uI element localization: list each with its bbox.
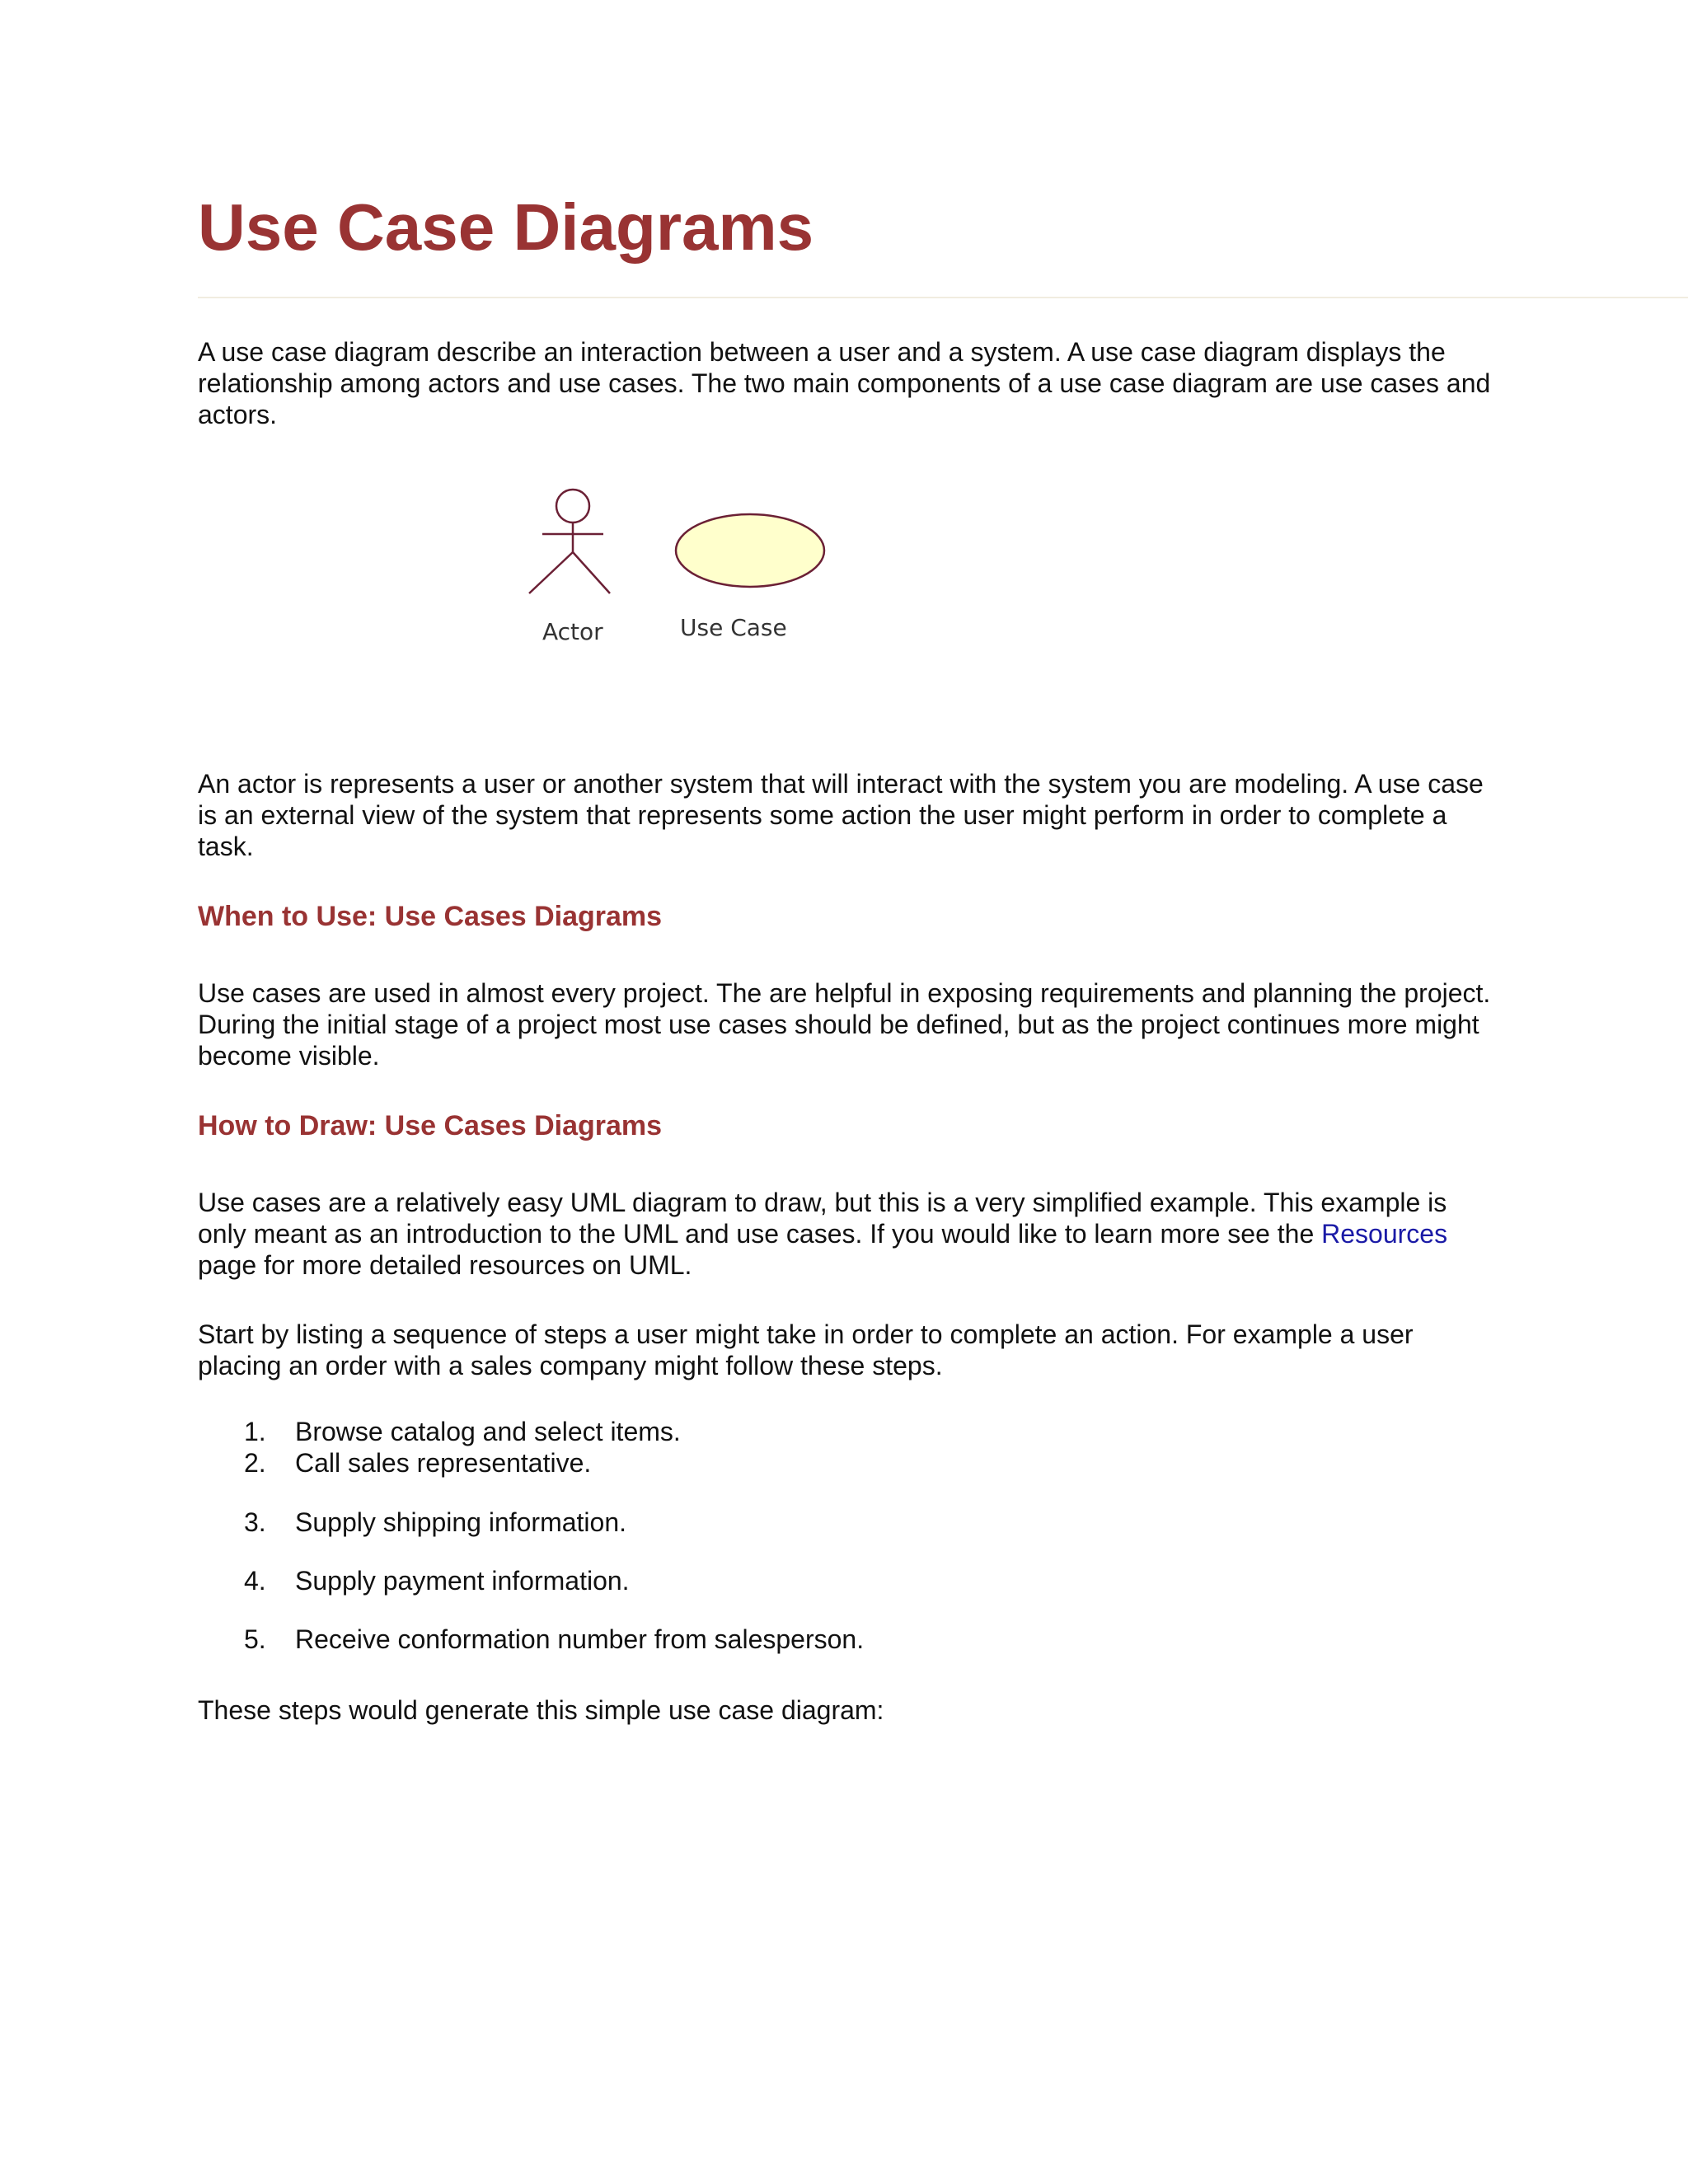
step-text: Supply payment information. [295,1566,630,1596]
intro-paragraph: A use case diagram describe an interaction between a user and a system. A use case diagram displays the relationship among actors and use cases. The two main components of a use case diagram are use cases and actors. [198,337,1491,429]
page-title: Use Case Diagrams [198,190,814,264]
when-to-use-paragraph: Use cases are used in almost every project. The are helpful in exposing requirements and planning the project. During the initial stage of a project most use cases should be defined, but as the project continues more might become visible. [198,978,1491,1071]
document-page [198,0,1688,2184]
resources-link[interactable]: Resources [1321,1219,1448,1249]
step-number: 1. [244,1417,266,1446]
step-text: Receive conformation number from salesperson. [295,1624,865,1654]
actor-paragraph: An actor is represents a user or another system that will interact with the system you are modeling. A use case is an external view of the system that represents some action the user might perform in order to complete a task. [198,769,1484,861]
step-number: 2. [244,1448,266,1478]
step-number: 4. [244,1566,266,1596]
how-to-draw-text-end: page for more detailed resources on UML. [198,1250,692,1280]
actor-stick-figure-icon [529,490,610,593]
step-text: Supply shipping information. [295,1507,627,1537]
closing-paragraph: These steps would generate this simple use case diagram: [198,1695,884,1725]
step-number: 5. [244,1624,266,1654]
how-to-draw-paragraph [198,1187,1500,1281]
title-divider [198,297,1688,298]
when-to-use-heading: When to Use: Use Cases Diagrams [198,901,663,932]
step-text: Call sales representative. [295,1448,592,1478]
use-case-ellipse-icon [676,514,824,587]
use-case-label: Use Case [680,614,787,641]
how-to-draw-heading: How to Draw: Use Cases Diagrams [198,1110,663,1141]
actor-usecase-figure [321,478,915,668]
figure-graphic [321,478,915,668]
step-text: Browse catalog and select items. [295,1417,681,1446]
how-to-draw-text-start: Use cases are a relatively easy UML diagram to draw, but this is a very simplified example. This example is only meant as an introduction to the UML and use cases. If you would like to learn more see the [198,1188,1447,1249]
actor-label: Actor [542,618,603,645]
steps-intro-paragraph: Start by listing a sequence of steps a user might take in order to complete an action. For example a user placing an order with a sales company might follow these steps. [198,1319,1414,1380]
step-number: 3. [244,1507,266,1537]
